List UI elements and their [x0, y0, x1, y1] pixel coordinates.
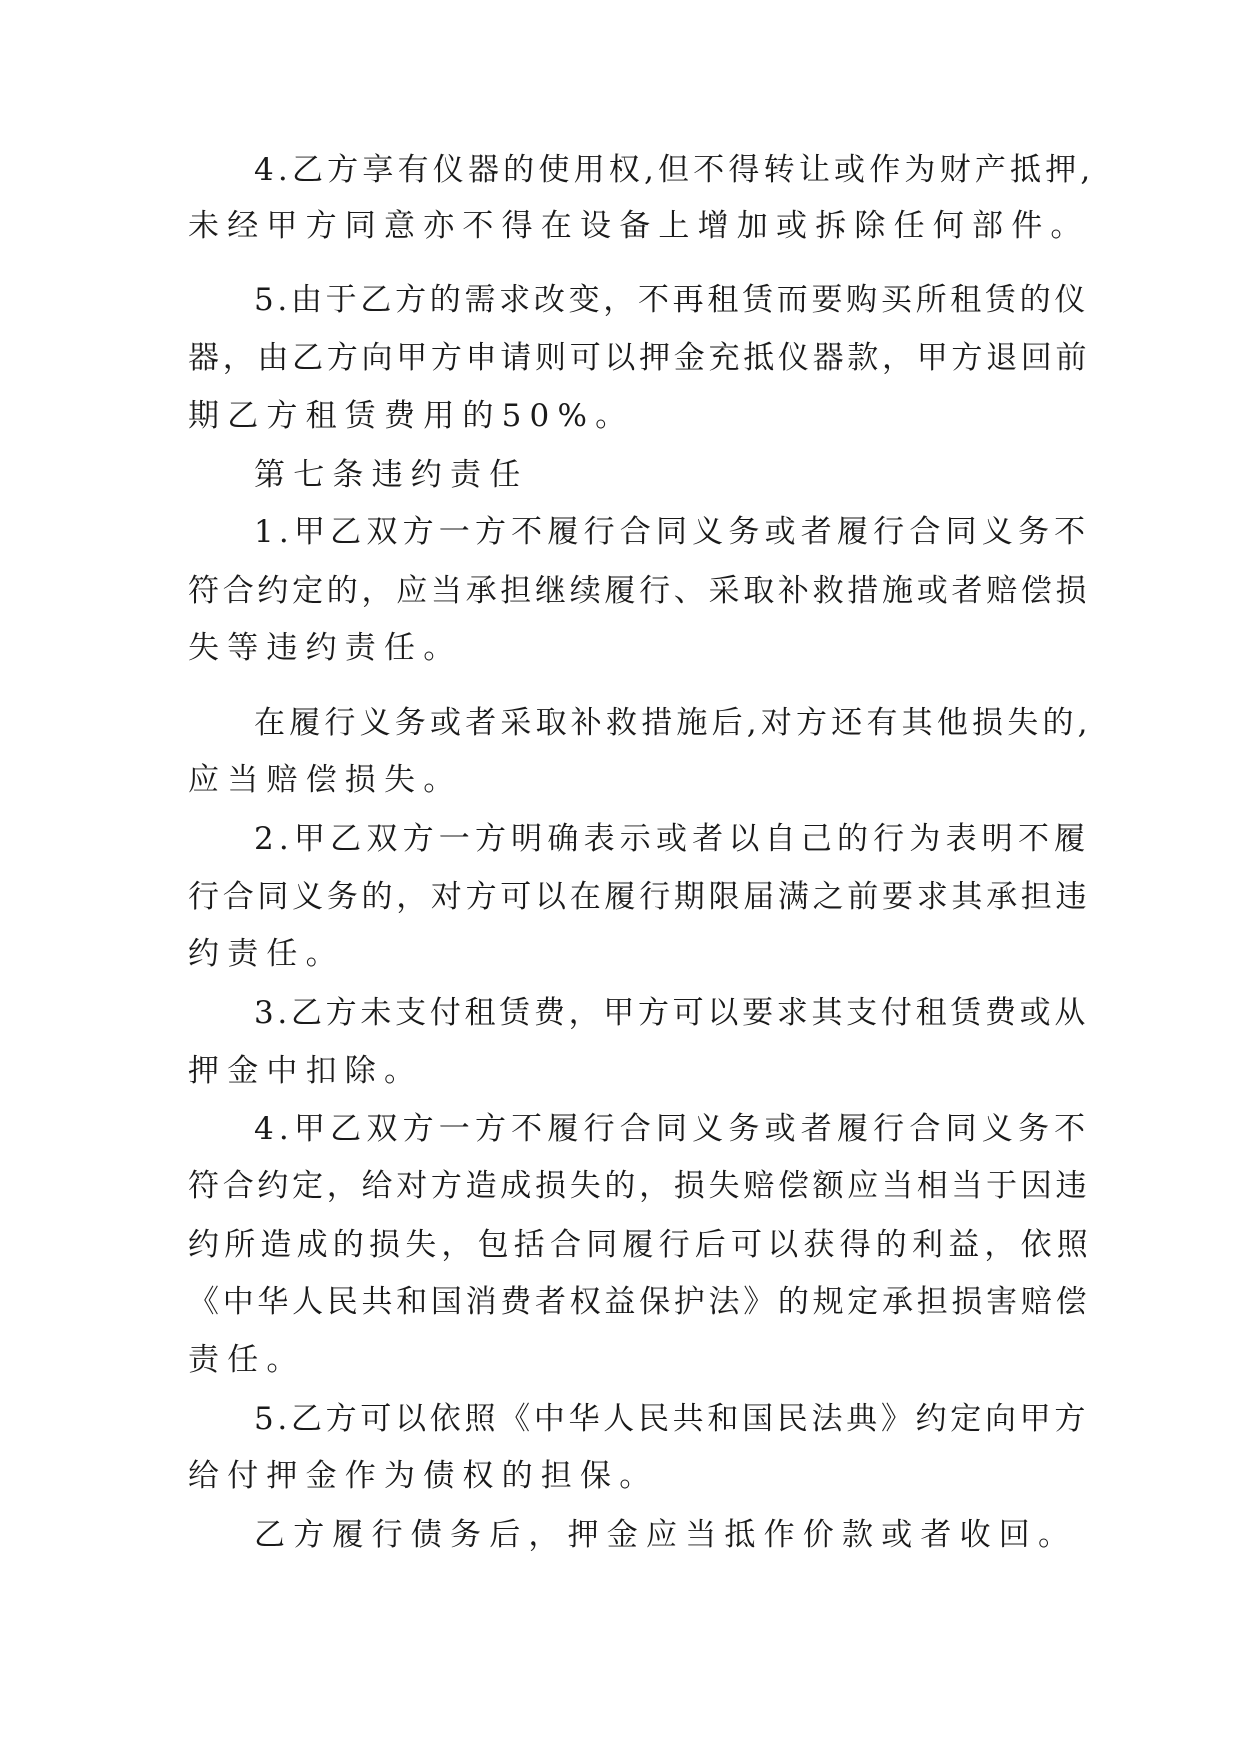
text-line: 5.乙方可以依照《中华人民共和国民法典》约定向甲方	[254, 1401, 1090, 1437]
text-line: 约所造成的损失，包括合同履行后可以获得的利益，依照	[188, 1227, 1093, 1263]
text-line: 4.甲乙双方一方不履行合同义务或者履行合同义务不	[254, 1111, 1091, 1147]
text-line: 1.甲乙双方一方不履行合同义务或者履行合同义务不	[254, 514, 1091, 550]
text-line: 乙方履行债务后，押金应当抵作价款或者收回。	[254, 1517, 1078, 1553]
section-heading: 第七条违约责任	[254, 457, 529, 493]
text-line: 给付押金作为债权的担保。	[188, 1458, 659, 1494]
text-line: 失等违约责任。	[188, 630, 463, 666]
text-line: 行合同义务的，对方可以在履行期限届满之前要求其承担违	[188, 879, 1091, 915]
text-line: 未经甲方同意亦不得在设备上增加或拆除任何部件。	[188, 208, 1090, 244]
text-line: 押金中扣除。	[188, 1053, 424, 1089]
text-line: 在履行义务或者采取补救措施后,对方还有其他损失的,	[254, 705, 1092, 741]
text-line: 4.乙方享有仪器的使用权,但不得转让或作为财产抵押,	[254, 152, 1095, 188]
text-line: 约责任。	[188, 936, 345, 972]
text-line: 3.乙方未支付租赁费，甲方可以要求其支付租赁费或从	[254, 995, 1090, 1031]
text-line: 《中华人民共和国消费者权益保护法》的规定承担损害赔偿	[188, 1284, 1091, 1320]
text-line: 应当赔偿损失。	[188, 762, 463, 798]
text-line: 责任。	[188, 1342, 306, 1378]
text-line: 符合约定，给对方造成损失的，损失赔偿额应当相当于因违	[188, 1168, 1091, 1204]
text-line: 2.甲乙双方一方明确表示或者以自己的行为表明不履	[254, 821, 1091, 857]
text-line: 器，由乙方向甲方申请则可以押金充抵仪器款，甲方退回前	[188, 340, 1091, 376]
text-line: 5.由于乙方的需求改变，不再租赁而要购买所租赁的仪	[254, 282, 1090, 318]
text-line: 期乙方租赁费用的50%。	[188, 398, 635, 434]
text-line: 符合约定的，应当承担继续履行、采取补救措施或者赔偿损	[188, 573, 1091, 609]
